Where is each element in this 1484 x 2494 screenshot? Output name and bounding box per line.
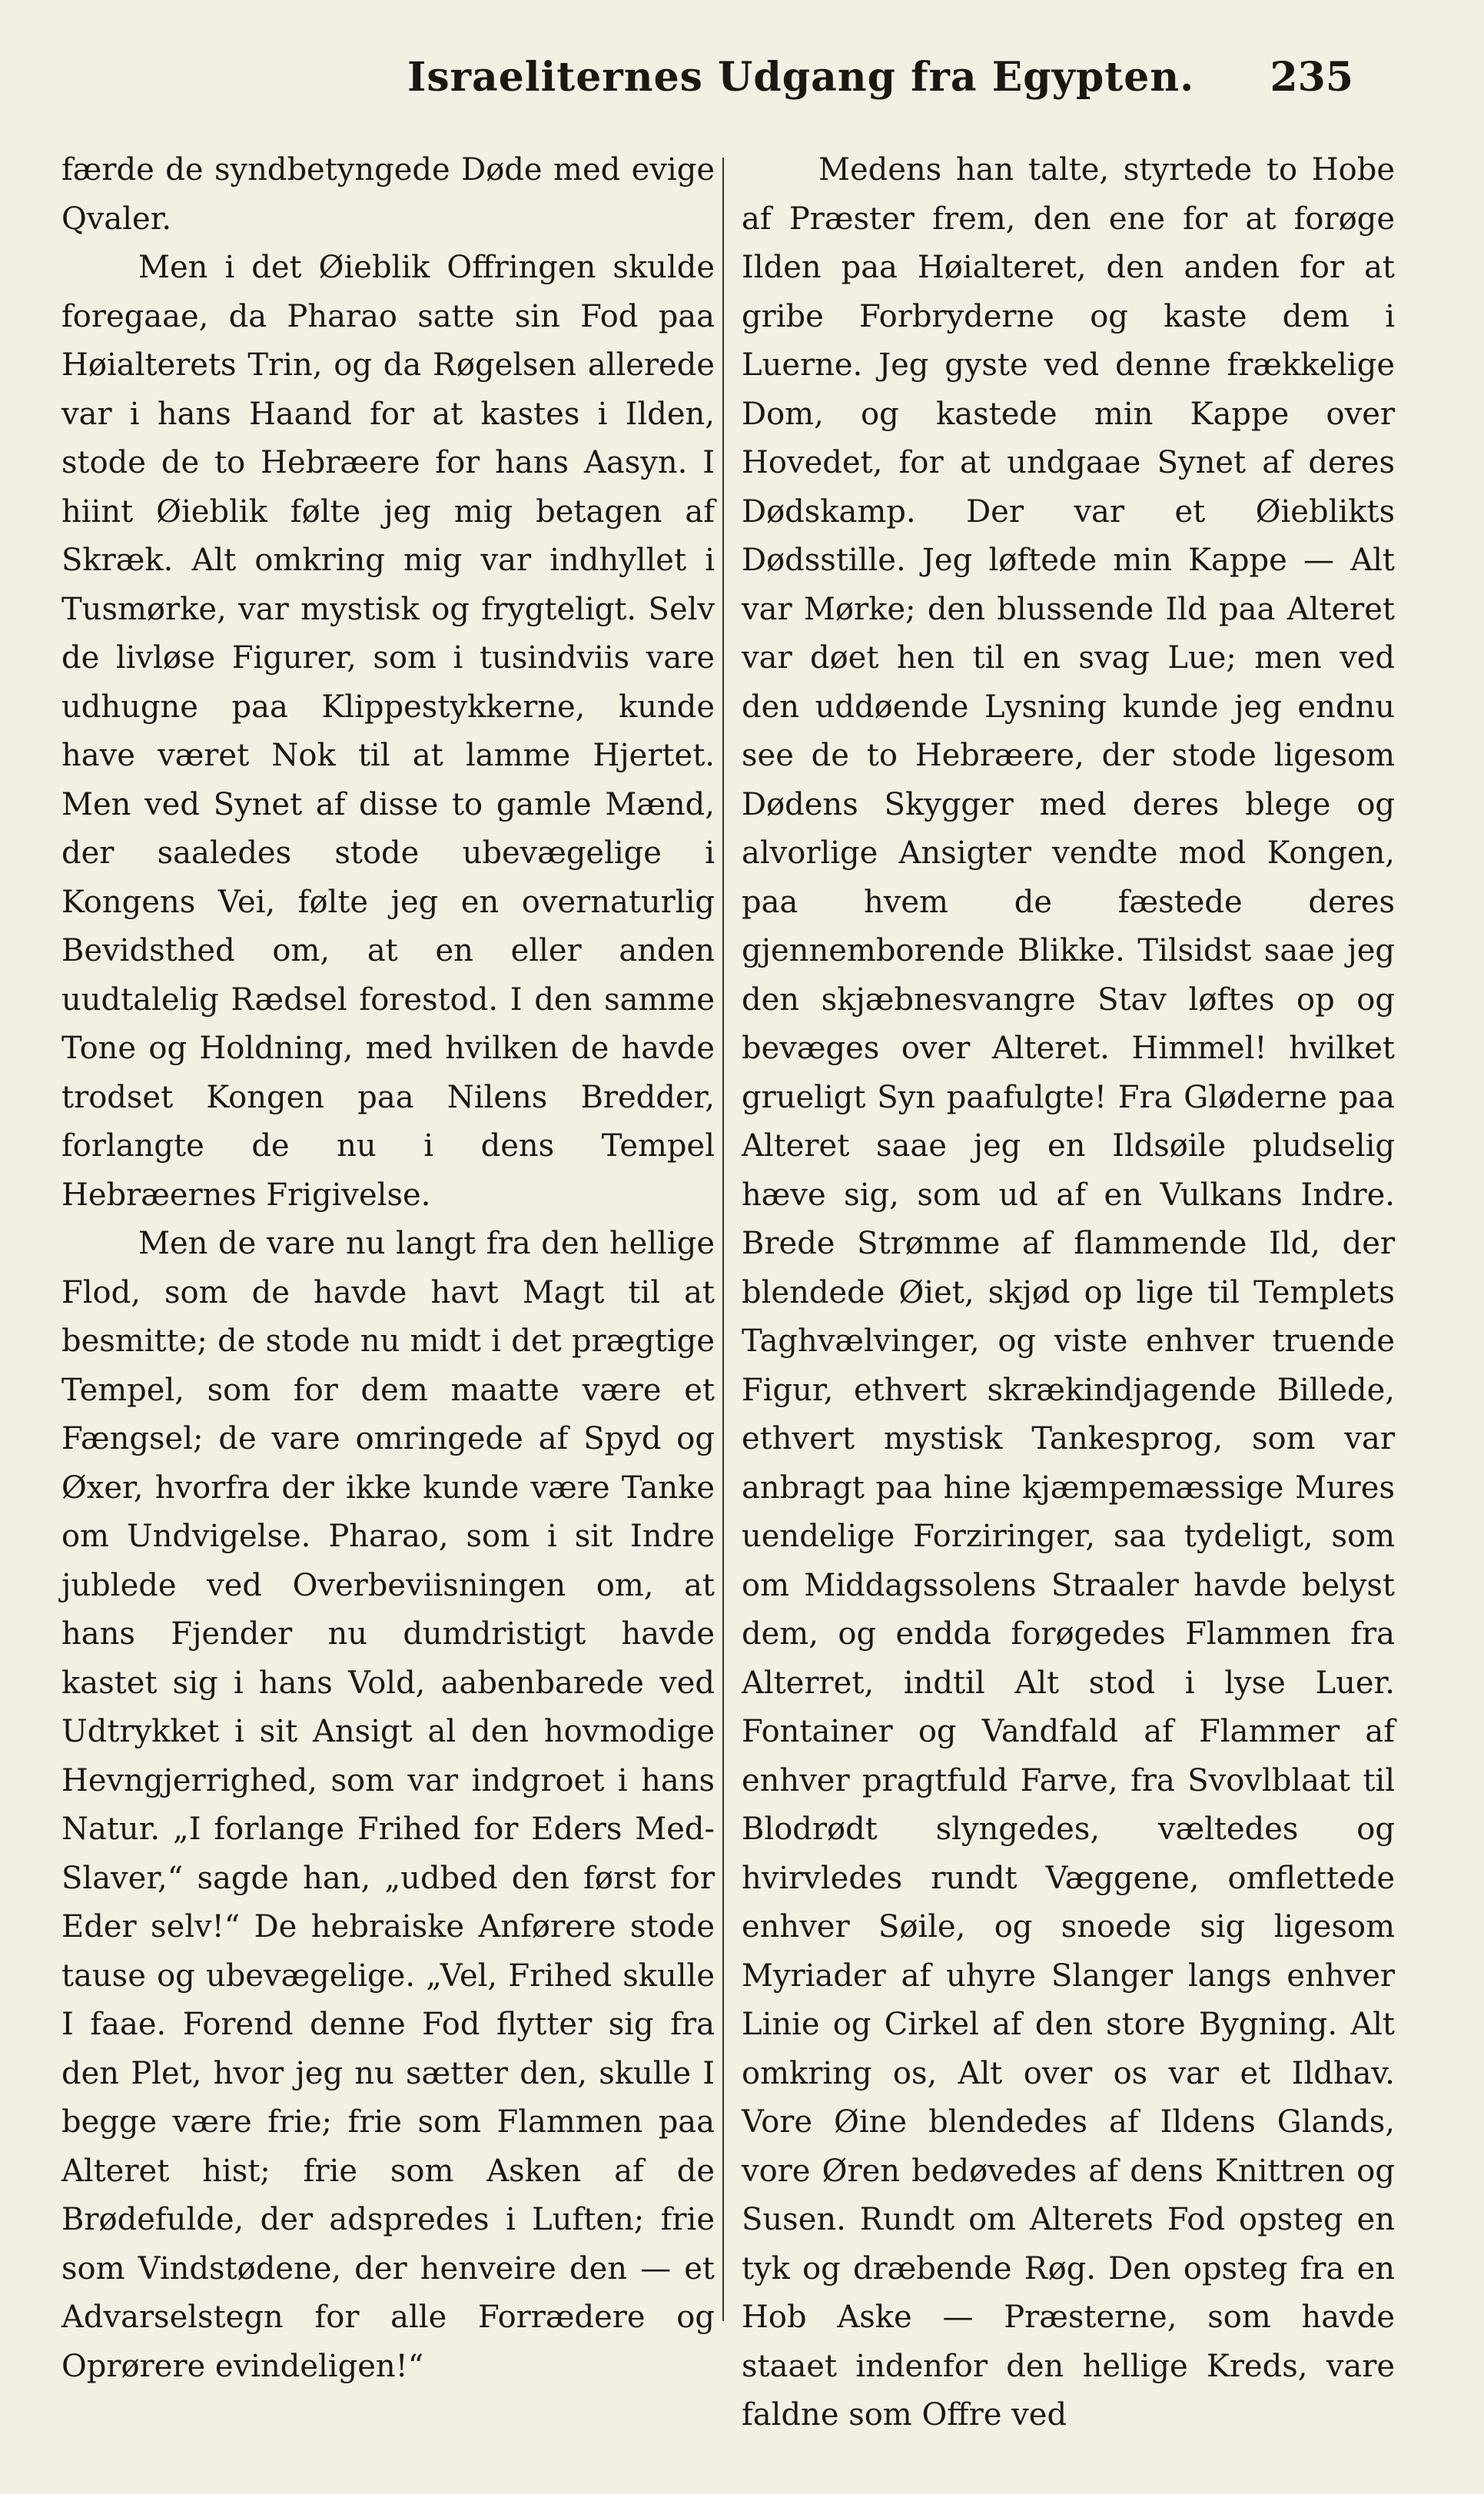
paragraph: Men i det Øieblik Offringen skulde foregaae, da Pharao satte sin Fod paa Høialterets Trin, og da Røgelsen allerede var i hans Haand for at kastes i Ilden, stode de to Hebræere for hans Aasyn. I hiint Øieblik følte jeg mig betagen af Skræk. Alt omkring mig var indhyllet i Tusmørke, var mystisk og frygteligt. Selv de livløse Figurer, som i tusindviis vare udhugne paa Klippestykkerne, kunde have været Nok til at lamme Hjertet. Men ved Synet af disse to gamle Mænd, der saaledes stode ubevægelige i Kongens Vei, følte jeg en overnaturlig Bevidsthed om, at en eller anden uudtalelig Rædsel forestod. I den samme Tone og Holdning, med hvilken de havde trodset Kongen paa Nilens Bredder, forlangte de nu i dens Tempel Hebræernes Frigivelse. [61, 250, 715, 1213]
paragraph: færde de syndbetyngede Døde med evige Qvaler. [61, 152, 715, 237]
paragraph: Medens han talte, styrtede to Hobe af Præster frem, den ene for at forøge Ilden paa Høialteret, den anden for at gribe Forbryderne og kaste dem i Luerne. Jeg gyste ved denne frækkelige Dom, og kastede min Kappe over Hovedet, for at undgaae Synet af deres Dødskamp. Der var et Øieblikts Dødsstille. Jeg løftede min Kappe — Alt var Mørke; den blussende Ild paa Alteret var døet hen til en svag Lue; men ved den uddøende Lysning kunde jeg endnu see de to Hebræere, der stode ligesom Dødens Skygger med deres blege og alvorlige Ansigter vendte mod Kongen, paa hvem de fæstede deres gjennemborende Blikke. Tilsidst saae jeg den skjæbnesvangre Stav løftes op og bevæges over Alteret. Himmel! hvilket grueligt Syn paafulgte! Fra Gløderne paa Alteret saae jeg en Ildsøile pludselig hæve sig, som ud af en Vulkans Indre. Brede Strømme af flammende Ild, der blendede Øiet, skjød op lige til Templets Taghvælvinger, og viste enhver truende Figur, ethvert skrækindjagende Billede, ethvert mystisk Tankesprog, som var anbragt paa hine kjæmpemæssige Mures uendelige Forziringer, saa tydeligt, som om Middagssolens Straaler havde belyst dem, og endda forøgedes Flammen fra Alterret, indtil Alt stod i lyse Luer. Fontainer og Vandfald af Flammer af enhver pragtfuld Farve, fra Svovlblaat til Blodrødt slyngedes, væltedes og hvirvledes rundt Væggene, omflettede enhver Søile, og snoede sig ligesom Myriader af uhyre Slanger langs enhver Linie og Cirkel af den store Bygning. Alt omkring os, Alt over os var et Ildhav. Vore Øine blendedes af Ildens Glands, vore Øren bedøvedes af dens Knittren og Susen. Rundt om Alterets Fod opsteg en tyk og dræbende Røg. Den opsteg fra en Hob Aske — Præsterne, som havde staaet indenfor den hellige Kreds, vare faldne som Offre ved [742, 152, 1395, 2433]
left-column [61, 146, 715, 2391]
right-column [742, 146, 1395, 2440]
column-divider [722, 158, 724, 2321]
page-number: 235 [1270, 54, 1353, 101]
running-title: Israeliternes Udgang fra Egypten. [407, 54, 1195, 101]
page-header [61, 48, 1353, 117]
paragraph: Men de vare nu langt fra den hellige Flod, som de havde havt Magt til at besmitte; de stode nu midt i det prægtige Tempel, som for dem maatte være et Fængsel; de vare omringede af Spyd og Øxer, hvorfra der ikke kunde være Tanke om Undvigelse. Pharao, som i sit Indre jublede ved Overbeviisningen om, at hans Fjender nu dumdristigt havde kastet sig i hans Vold, aabenbarede ved Udtrykket i sit Ansigt al den hovmodige Hevngjerrighed, som var indgroet i hans Natur. „I forlange Frihed for Eders Med-Slaver,“ sagde han, „udbed den først for Eder selv!“ De hebraiske Anførere stode tause og ubevægelige. „Vel, Frihed skulle I faae. Forend denne Fod flytter sig fra den Plet, hvor jeg nu sætter den, skulle I begge være frie; frie som Flammen paa Alteret hist; frie som Asken af de Brødefulde, der adspredes i Luften; frie som Vindstødene, der henveire den — et Advarselstegn for alle Forrædere og Oprørere evindeligen!“ [61, 1226, 715, 2384]
